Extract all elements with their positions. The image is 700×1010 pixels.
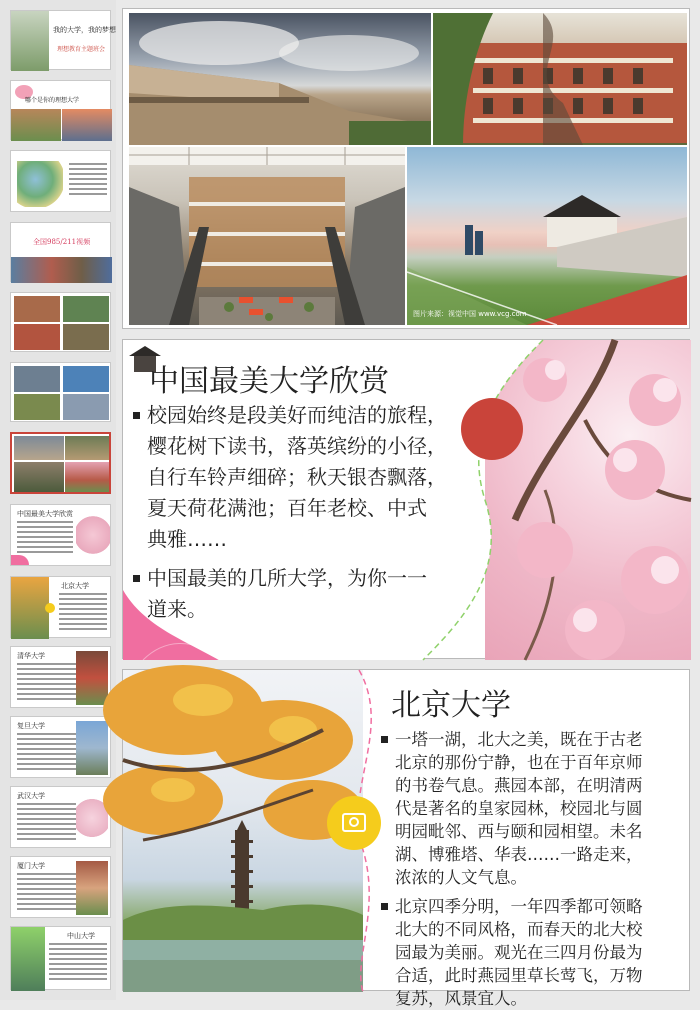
photo-credit: 图片来源：视觉中国 www.vcg.com [413, 310, 527, 318]
thumb-photo [76, 721, 108, 775]
bullet-paragraph-2 [133, 563, 473, 625]
thumb-photo [11, 109, 61, 141]
thumb-photo [14, 296, 60, 322]
thumbnail-12[interactable] [10, 786, 111, 848]
thumbnail-6[interactable] [10, 362, 111, 422]
thumb-decoration [45, 603, 55, 613]
bullet-line: 的书卷气息。燕园本部，在明清两 [395, 776, 643, 795]
thumb-photo [14, 436, 64, 460]
thumb-title: 中国最美大学欣赏 [17, 510, 73, 518]
thumbnail-7[interactable] [10, 432, 111, 494]
thumbnail-11[interactable] [10, 716, 111, 778]
bullet-line: 北京四季分明，一年四季都可领略 [395, 897, 643, 916]
thumb-photo [11, 257, 112, 283]
thumb-map [17, 161, 63, 207]
atrium-shape [129, 147, 405, 325]
thumb-title: 全国985/211视频 [33, 238, 91, 246]
bullet-line: 中国最美的几所大学，为你一一 [147, 566, 427, 590]
thumb-text-lines [59, 593, 107, 633]
thumb-text-lines [17, 663, 77, 703]
stadium-shape [407, 147, 687, 325]
thumb-text-lines [17, 803, 77, 843]
thumbnail-5[interactable] [10, 292, 111, 352]
slide-body [381, 728, 687, 1010]
photo-campus-stadium [407, 147, 687, 325]
slide-photo-collage[interactable] [122, 8, 690, 329]
bullet-line: 代是著名的皇家园林，校园北与圆 [395, 799, 643, 818]
thumb-photo [63, 296, 109, 322]
slide-body [133, 400, 473, 625]
thumb-text-lines [69, 163, 107, 198]
thumb-title: 北京大学 [61, 582, 89, 590]
slide-title: 北京大学 [391, 688, 511, 723]
slide-beautiful-universities[interactable] [122, 339, 690, 659]
thumb-title: 哪个是你的理想大学 [25, 97, 80, 104]
thumb-text-lines [17, 521, 73, 556]
thumb-photo [63, 394, 109, 420]
thumbnail-9[interactable] [10, 576, 111, 638]
thumbnail-8[interactable] [10, 504, 111, 566]
thumb-photo [62, 109, 112, 141]
stone-building-shape [129, 13, 431, 145]
bullet-line: 一塔一湖，北大之美，既在于古老 [395, 730, 643, 749]
thumbnail-2[interactable] [10, 80, 111, 140]
thumb-photo [11, 577, 49, 639]
slide-thumbnail-panel[interactable] [0, 0, 116, 1000]
thumb-photo [14, 462, 64, 492]
bullet-line: 合适，此时燕园里草长莺飞，万物 [395, 966, 643, 985]
bullet-line: 北京的那份宁静，也在于百年京师 [395, 753, 643, 772]
bullet-line: 樱花树下读书，落英缤纷的小径， [147, 434, 447, 458]
bullet-line: 北大的不同风格，而春天的北大校 [395, 920, 643, 939]
thumb-photo [76, 861, 108, 915]
thumb-title: 厦门大学 [17, 862, 45, 870]
thumb-subtitle: 理想教育主题班会 [57, 46, 106, 53]
bullet-line: 校园始终是段美好而纯洁的旅程， [147, 403, 447, 427]
bullet-line: 浓浓的人文气息。 [395, 868, 527, 887]
thumbnail-1[interactable] [10, 10, 116, 70]
thumbnail-4[interactable] [10, 222, 111, 282]
slide-title: 中国最美大学欣赏 [149, 364, 389, 399]
thumb-photo [76, 509, 110, 561]
thumb-photo [65, 436, 109, 460]
thumb-photo [14, 324, 60, 350]
bullet-line: 道来。 [147, 597, 207, 621]
photo-stone-building [129, 13, 431, 145]
bullet-line: 自行车铃声细碎；秋天银杏飘落， [147, 465, 447, 489]
photo-library-atrium [129, 147, 405, 325]
thumb-photo [63, 366, 109, 392]
thumb-title: 我的大学，我的梦想 [53, 26, 116, 34]
thumb-photo [65, 462, 109, 492]
bullet-line: 园最为美丽。观光在三四月份最为 [395, 943, 643, 962]
thumbnail-3[interactable] [10, 150, 111, 212]
thumb-title: 中山大学 [67, 932, 95, 940]
thumb-title: 清华大学 [17, 652, 45, 660]
thumb-photo [14, 394, 60, 420]
thumb-photo [11, 11, 49, 71]
bullet-paragraph-1 [133, 400, 473, 555]
thumb-title: 武汉大学 [17, 792, 45, 800]
thumb-decoration [11, 555, 29, 565]
thumb-photo [76, 651, 108, 705]
brick-building-shape [433, 13, 687, 145]
thumb-photo [63, 324, 109, 350]
bullet-line: 明园毗邻、西与颐和园相望。未名 [395, 822, 643, 841]
bullet-line: 典雅…… [147, 527, 227, 551]
bullet-line: 复苏，风景宜人。 [395, 989, 527, 1008]
bullet-paragraph-1 [381, 728, 687, 889]
thumb-photo [11, 927, 45, 991]
thumbnail-10[interactable] [10, 646, 111, 708]
thumb-photo [14, 366, 60, 392]
picture-frame-icon [327, 796, 381, 850]
slide-peking-university[interactable] [122, 669, 690, 1008]
thumb-text-lines [17, 873, 77, 913]
bullet-paragraph-2 [381, 895, 687, 1010]
thumb-title: 复旦大学 [17, 722, 45, 730]
bullet-line: 夏天荷花满池；百年老校、中式 [147, 496, 427, 520]
thumbnail-14[interactable] [10, 926, 111, 990]
bullet-line: 湖、博雅塔、华表……一路走来， [395, 845, 643, 864]
yellow-circle-decoration [327, 796, 381, 850]
thumbnail-13[interactable] [10, 856, 111, 918]
thumb-text-lines [17, 733, 77, 773]
thumb-text-lines [49, 943, 107, 983]
photo-brick-building [433, 13, 687, 145]
